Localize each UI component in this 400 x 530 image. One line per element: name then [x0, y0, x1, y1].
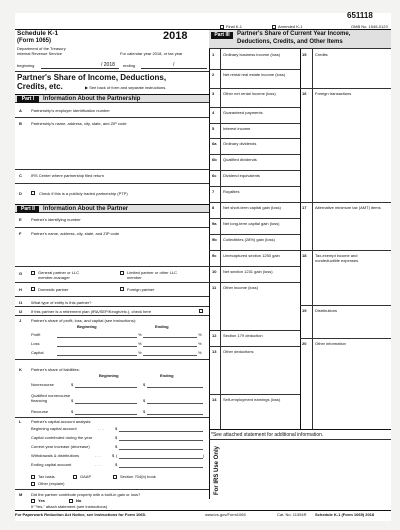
- l1-dots: . . .: [98, 426, 104, 431]
- line-5-label: Interest income: [223, 126, 251, 131]
- line-12-number: 12: [212, 333, 217, 338]
- section-704b-label: Section 704(b) book: [120, 474, 156, 479]
- line-19-number: 19: [302, 308, 307, 313]
- line-14-label: Self-employment earnings (loss): [223, 397, 281, 402]
- line-i2-label: If this partner is a retirement plan (IRA/SEP/Keogh/etc.), check here: [31, 309, 152, 314]
- loss-label: Loss: [31, 341, 40, 346]
- nonrec-beg-dollar: $: [71, 382, 74, 387]
- line-4-label: Guaranteed payments: [223, 110, 263, 115]
- line-15-number: 15: [302, 52, 307, 57]
- j-ending-header: Ending: [155, 324, 169, 329]
- line-7-number: 7: [212, 189, 215, 194]
- dept-line-1: Department of the Treasury: [17, 46, 66, 51]
- line-20-label: Other information: [315, 341, 346, 346]
- qual-end-dollar: $: [143, 398, 146, 403]
- line-18b-label: nondeductible expenses: [315, 258, 359, 263]
- profit-beg-pct: %: [138, 332, 142, 337]
- part-2-title: Information About the Partner: [43, 206, 129, 212]
- line-d-label: Check if this is a publicly traded partnership (PTP): [39, 191, 128, 196]
- j-beginning-header: Beginning: [77, 324, 97, 329]
- profit-label: Profit: [31, 332, 41, 337]
- part-1-title: Information About the Partnership: [43, 96, 141, 102]
- line-j-label: Partner's share of profit, loss, and capital (see instructions):: [31, 318, 137, 323]
- final-k1-label: Final K-1: [226, 24, 243, 29]
- part-1-header: [15, 94, 209, 103]
- profit-end-pct: %: [198, 332, 202, 337]
- l2-dollar: $: [115, 435, 118, 440]
- footer-url[interactable]: www.irs.gov/Form1065: [205, 512, 246, 517]
- other-explain-label: Other (explain): [38, 481, 65, 486]
- line-6c-number: 6c: [212, 173, 217, 178]
- line-9a-label: Net long-term capital gain (loss): [223, 221, 280, 226]
- l4-paren-close: ): [203, 453, 205, 458]
- domestic-partner-checkbox[interactable]: [31, 287, 35, 291]
- see-back-note: ▶ See back of form and separate instructions.: [85, 85, 167, 90]
- part-1-tag: Part I: [17, 96, 39, 103]
- general-partner-label-2: member-manager: [38, 275, 70, 280]
- line-9b-number: 9b: [212, 237, 217, 242]
- form-title-2: Credits, etc.: [17, 82, 63, 91]
- line-16-label: Foreign transactions: [315, 91, 352, 96]
- irs-use-only-label: For IRS Use Only: [214, 445, 220, 495]
- line-12-label: Section 179 deduction: [223, 333, 263, 338]
- line-6c-label: Dividend equivalents: [223, 173, 260, 178]
- form-code: 651118: [347, 11, 373, 20]
- rec-end-dollar: $: [143, 409, 146, 414]
- line-9a-number: 9a: [212, 221, 217, 226]
- line-1-number: 1: [212, 52, 215, 57]
- line-6a-label: Ordinary dividends: [223, 141, 257, 146]
- l4-dots: . . .: [95, 453, 101, 458]
- l4-paren-open: (: [116, 453, 118, 458]
- line-4-number: 4: [212, 110, 215, 115]
- line-13-number: 13: [212, 349, 217, 354]
- l5-label: Ending capital account: [31, 462, 72, 467]
- general-partner-label: General partner or LLC: [38, 270, 80, 275]
- line-9c-number: 9c: [212, 253, 217, 258]
- k-ending-header: Ending: [160, 373, 174, 378]
- part-2-tag: Part II: [17, 206, 39, 213]
- m-no-label: No: [76, 498, 82, 503]
- line-10-number: 10: [212, 269, 217, 274]
- line-5-number: 5: [212, 126, 215, 131]
- line-9c-label: Unrecaptured section 1250 gain: [223, 253, 280, 258]
- foreign-partner-label: Foreign partner: [127, 287, 155, 292]
- amended-k1-label: Amended K-1: [278, 24, 303, 29]
- tax-basis-label: Tax basis: [38, 474, 55, 479]
- l1-label: Beginning capital account: [31, 426, 77, 431]
- capital-label: Capital: [31, 350, 44, 355]
- part-3-title-1: Partner's Share of Current Year Income,: [237, 31, 351, 37]
- l4-label: Withdrawals & distributions: [31, 453, 80, 458]
- limited-partner-label: Limited partner or other LLC: [127, 270, 178, 275]
- l2-label: Capital contributed during the year: [31, 435, 93, 440]
- l3-dollar: $: [115, 444, 118, 449]
- line-3-label: Other net rental income (loss): [223, 91, 276, 96]
- domestic-partner-label: Domestic partner: [38, 287, 69, 292]
- limited-partner-checkbox[interactable]: [120, 271, 124, 275]
- line-15-label: Credits: [315, 52, 328, 57]
- other-explain-checkbox[interactable]: [31, 482, 35, 486]
- general-partner-checkbox[interactable]: [31, 271, 35, 275]
- qual-nonrec-label-1: Qualified nonrecourse: [31, 393, 71, 398]
- line-k-label: Partner's share of liabilities:: [31, 367, 80, 372]
- l1-dollar: $: [115, 426, 118, 431]
- line-2-label: Net rental real estate income (loss): [223, 72, 286, 77]
- ending-slash: /: [173, 62, 175, 68]
- footer-paperwork: For Paperwork Reduction Act Notice, see Instructions for Form 1065.: [15, 512, 146, 517]
- line-20-number: 20: [302, 341, 307, 346]
- line-6a-number: 6a: [212, 141, 217, 146]
- line-11-number: 11: [212, 285, 217, 290]
- omb-number: OMB No. 1545-0123: [351, 24, 388, 29]
- line-2-number: 2: [212, 72, 215, 77]
- line-i1-label: What type of entity is this partner?: [31, 300, 92, 305]
- line-b-label: Partnership's name, address, city, state, and ZIP code: [31, 121, 127, 126]
- line-9b-label: Collectibles (28%) gain (loss): [223, 237, 275, 242]
- capital-beg-pct: %: [138, 350, 142, 355]
- ptp-checkbox[interactable]: [31, 191, 35, 195]
- line-16-number: 16: [302, 91, 307, 96]
- line-11-label: Other income (loss): [223, 285, 258, 290]
- form-ref: (Form 1065): [17, 38, 52, 44]
- recourse-label: Recourse: [31, 409, 49, 414]
- gaap-checkbox[interactable]: [73, 475, 77, 479]
- section-704b-checkbox[interactable]: [113, 475, 117, 479]
- line-6b-label: Qualified dividends: [223, 157, 257, 162]
- part-3-tag: Part III: [211, 32, 233, 39]
- tax-basis-checkbox[interactable]: [31, 475, 35, 479]
- footer-cat: Cat. No. 11394R: [277, 512, 307, 517]
- schedule-name: Schedule K-1: [17, 30, 59, 37]
- nonrecourse-label: Nonrecourse: [31, 382, 54, 387]
- attached-statement-note: *See attached statement for additional information.: [211, 432, 324, 438]
- line-3-number: 3: [212, 91, 215, 96]
- line-10-label: Net section 1231 gain (loss): [223, 269, 273, 274]
- line-14-number: 14: [212, 397, 217, 402]
- loss-beg-pct: %: [138, 341, 142, 346]
- line-17-label: Alternative minimum tax (AMT) items: [315, 205, 381, 210]
- line-13-label: Other deductions: [223, 349, 254, 354]
- line-19-label: Distributions: [315, 308, 338, 313]
- line-m-label: Did the partner contribute property with a built-in gain or loss?: [31, 492, 141, 497]
- line-8-label: Net short-term capital gain (loss): [223, 205, 281, 210]
- line-18-label: Tax-exempt income and: [315, 253, 358, 258]
- part-3-header: [209, 29, 391, 49]
- line-1-label: Ordinary business income (loss): [223, 52, 281, 57]
- l5-dots: . . .: [95, 462, 101, 467]
- qual-beg-dollar: $: [71, 398, 74, 403]
- capital-end-pct: %: [198, 350, 202, 355]
- line-18-number: 18: [302, 253, 307, 258]
- l5-dollar: $: [115, 462, 118, 467]
- tax-year: 2018: [163, 30, 188, 42]
- part-2-header: [15, 204, 209, 213]
- line-8-number: 8: [212, 205, 215, 210]
- m-no-checkbox[interactable]: [69, 499, 73, 503]
- line-c-label: IRS Center where partnership filed return: [31, 173, 104, 178]
- k-beginning-header: Beginning: [99, 373, 119, 378]
- beginning-year: / 2018: [101, 62, 115, 68]
- l4-dollar: $: [112, 453, 115, 458]
- beginning-label: beginning: [17, 63, 35, 68]
- nonrec-end-dollar: $: [143, 382, 146, 387]
- line-a-label: Partnership's employer identification number: [31, 108, 110, 113]
- line-7-label: Royalties: [223, 189, 240, 194]
- rec-beg-dollar: $: [71, 409, 74, 414]
- line-l-label: Partner's capital account analysis:: [31, 419, 92, 424]
- calendar-year-text: For calendar year 2018, or tax year: [120, 51, 183, 56]
- line-17-number: 17: [302, 205, 307, 210]
- retirement-plan-checkbox[interactable]: [199, 309, 203, 313]
- form-title-1: Partner's Share of Income, Deductions,: [17, 73, 167, 82]
- gaap-label: GAAP: [80, 474, 92, 479]
- ending-label: ending: [123, 63, 136, 68]
- m-yes-checkbox[interactable]: [31, 499, 35, 503]
- qual-nonrec-label-2: financing: [31, 398, 48, 403]
- l3-label: Current year increase (decrease): [31, 444, 90, 449]
- m-note: If "Yes," attach statement (see instructions): [31, 504, 108, 509]
- foreign-partner-checkbox[interactable]: [120, 287, 124, 291]
- line-e-label: Partner's identifying number: [31, 217, 81, 222]
- k1-form: 651118 Final K-1 Amended K-1 OMB No. 1545-0123 Schedule K-1 (Form 1065) Department of the Treasury Internal Revenue Service 2018 For calendar year 2018, or tax year beginning / 2018 ending / Partner's Share of Income, Deductions, Credits, etc. ▶ See back of form and separate instructions. Part I Information About the Partnership A Partnership's employer identification number B Partnership's name, address, city, state, and ZIP code C IRS Center where partnership filed return D Check if this is a publicly traded partnership (PTP) Part II Information About the Partner E Partner's identifying number F Partner's name, address, city, state, and ZIP code G General partner or LLC member-manager Limited partner or other LLC member H Domestic partner Foreign partner I1 What type of entity is this partner? I2 If this partner is a retirement plan (IRA/SEP/Keogh/etc.), check here J Partner's share of profit, loss, and capital (see instructions): Beginning Ending Profit % % Loss % % Capital % % K Partner's share of liabilities: Beginning Ending Nonrecourse $ $ Qualified nonrecourse financing $ $ Recourse $ $ L Partner's capital account analysis: Beginning capital account . . . $ Capital contributed during the year $ Current year increase (decrease) $ Withdrawals & distributions . . . $ ( ) Ending capital account . . . $ Tax basis GAAP Section 704(b) book Other (explain) M Did the partner contribute property with a built-in gain or loss? Yes No If "Yes," attach statement (see instructions) Part III Partner's Share of Current Year Income, Deductions, Credits, and Other Items 1 Ordinary business income (loss) 2 Net rental real estate income (loss) 3 Other net rental income (loss) 4 Guaranteed payments 5 Interest income 6a Ordinary dividends 6b Qualified dividends 6c Dividend equivalents 7 Royalties 8 Net short-term capital gain (loss) 9a Net long-term capital gain (loss) 9b Collectibles (28%) gain (loss) 9c Unrecaptured section 1250 gain 10 Net section 1231 gain (loss) 11 Other income (loss) 12 Section 179 deduction 13 Other deductions 14 Self-employment earnings (loss) 15 Credits 16 Foreign transactions 17 Alternative minimum tax (AMT) items 18 Tax-exempt income and nondeductible expenses 19 Distributions 20 Other information *See attached statement for additional information. For IRS Use Only For Paperwork Reduction Act Notice, see Instructions for Form 1065. www.irs.gov/Form1065 Cat. No. 11394R Schedule K-1 (Form 1065) 2018: [15, 13, 391, 521]
- line-6b-number: 6b: [212, 157, 217, 162]
- limited-partner-label-2: member: [127, 275, 142, 280]
- part-3-title-2: Deductions, Credits, and Other Items: [237, 39, 343, 45]
- footer-form: Schedule K-1 (Form 1065) 2018: [315, 512, 375, 517]
- line-f-label: Partner's name, address, city, state, and ZIP code: [31, 231, 120, 236]
- m-yes-label: Yes: [38, 498, 45, 503]
- loss-end-pct: %: [198, 341, 202, 346]
- dept-line-2: Internal Revenue Service: [17, 51, 62, 56]
